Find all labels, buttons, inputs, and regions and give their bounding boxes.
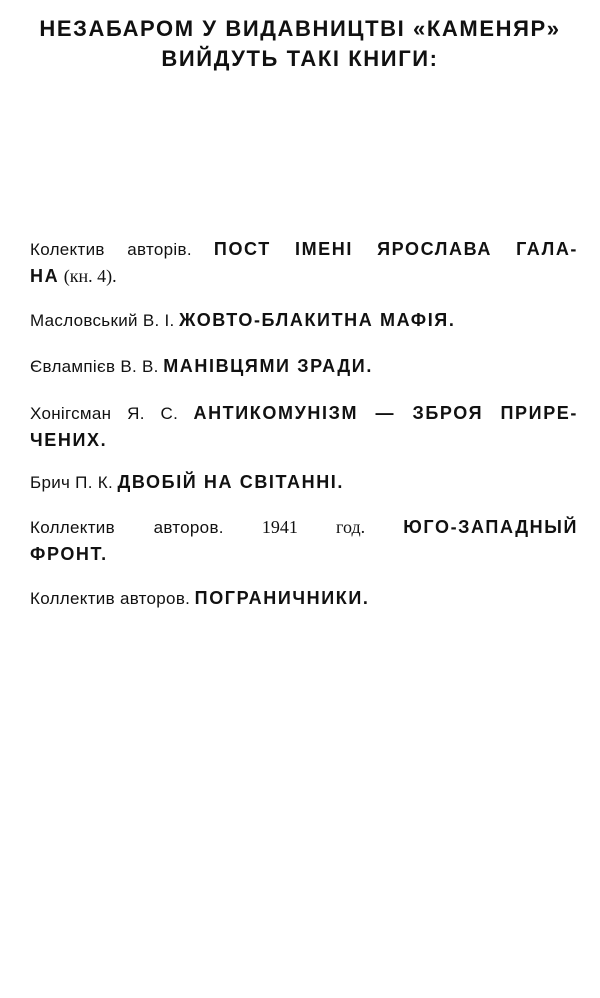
book-title: МАНІВЦЯМИ ЗРАДИ. <box>163 356 373 376</box>
book-year: 1941 год. <box>261 517 366 537</box>
book-title: АНТИКОМУНІЗМ — ЗБРОЯ ПРИРЕ- <box>193 403 579 423</box>
heading-line-2: ВИЙДУТЬ ТАКІ КНИГИ: <box>161 46 439 71</box>
book-title: ЮГО-ЗАПАДНЫЙ <box>403 517 578 537</box>
book-note: (кн. 4). <box>63 266 117 286</box>
book-title-continued: ФРОНТ. <box>30 544 108 564</box>
book-entry-7 <box>30 585 578 612</box>
book-author: Масловський В. І. <box>30 311 175 330</box>
book-title: ЖОВТО-БЛАКИТНА МАФІЯ. <box>179 310 456 330</box>
entry-1-line-2 <box>30 263 578 290</box>
book-author: Коллектив авторов. <box>30 589 191 608</box>
book-entry-2 <box>30 307 578 334</box>
book-title: ДВОБІЙ НА СВІТАННІ. <box>117 472 344 492</box>
book-title: ПОГРАНИЧНИКИ. <box>194 588 370 608</box>
book-entry-5 <box>30 469 578 496</box>
book-author: Брич П. К. <box>30 473 113 492</box>
book-author: Хонігсман Я. С. <box>30 404 179 423</box>
book-entry-4 <box>30 400 578 454</box>
page-heading <box>20 14 580 74</box>
book-author: Євлампієв В. В. <box>30 357 159 376</box>
book-title-continued: ЧЕНИХ. <box>30 430 108 450</box>
book-author: Колектив авторів. <box>30 240 192 259</box>
book-author: Коллектив авторов. <box>30 518 224 537</box>
book-entry-6 <box>30 514 578 568</box>
book-entry-3 <box>30 353 578 380</box>
book-title-continued: НА <box>30 266 60 286</box>
entry-1-line-1 <box>30 236 578 263</box>
heading-line-1: НЕЗАБАРОМ У ВИДАВНИЦТВІ «КАМЕНЯР» <box>39 16 561 41</box>
book-title: ПОСТ ІМЕНІ ЯРОСЛАВА ГАЛА- <box>213 239 579 259</box>
book-entry-1 <box>30 236 578 290</box>
